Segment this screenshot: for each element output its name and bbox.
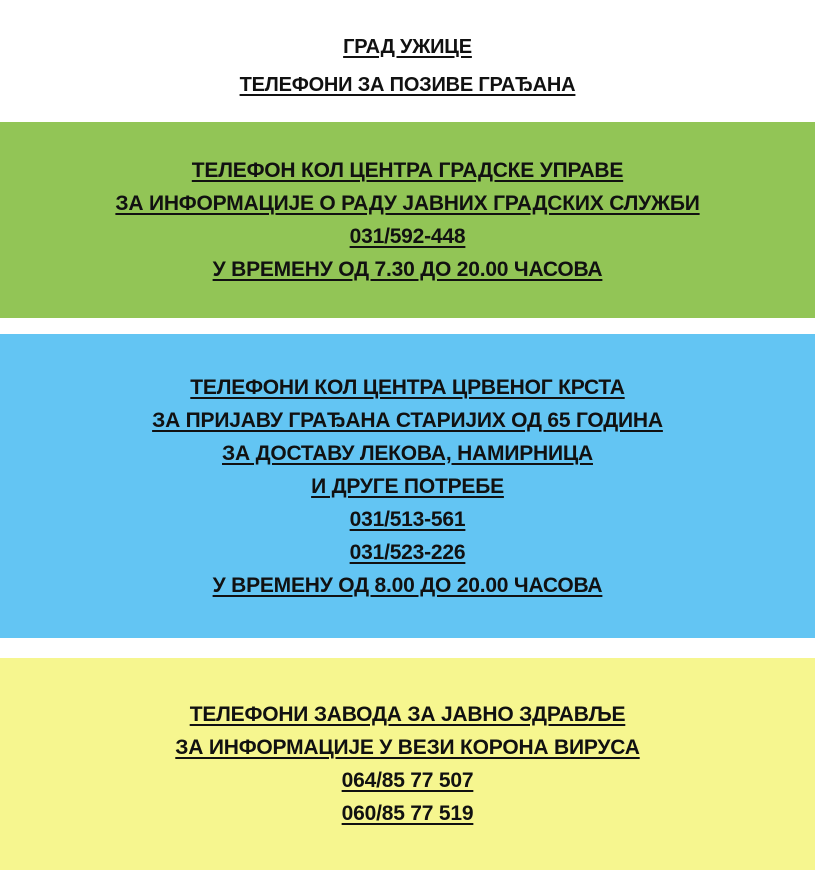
phone-number: 031/523-226 bbox=[349, 540, 466, 564]
section-description: ЗА ПРИЈАВУ ГРАЂАНА СТАРИЈИХ ОД 65 ГОДИНА bbox=[152, 408, 663, 432]
section-heading: ТЕЛЕФОНИ КОЛ ЦЕНТРА ЦРВЕНОГ КРСТА bbox=[190, 375, 625, 399]
section-description: ЗА ИНФОРМАЦИЈЕ О РАДУ ЈАВНИХ ГРАДСКИХ СЛУЖБИ bbox=[115, 192, 700, 215]
page-subtitle: ТЕЛЕФОНИ ЗА ПОЗИВЕ ГРАЂАНА bbox=[239, 74, 576, 96]
city-call-center-section bbox=[0, 122, 815, 318]
section-heading: ТЕЛЕФОН КОЛ ЦЕНТРА ГРАДСКЕ УПРАВЕ bbox=[191, 159, 624, 182]
phone-number: 031/592-448 bbox=[349, 225, 466, 248]
red-cross-call-center-section bbox=[0, 334, 815, 638]
section-description: И ДРУГЕ ПОТРЕБЕ bbox=[311, 474, 504, 498]
city-title: ГРАД УЖИЦЕ bbox=[343, 36, 472, 58]
public-health-institute-section bbox=[0, 658, 815, 870]
header bbox=[0, 26, 815, 106]
phone-number: 060/85 77 519 bbox=[341, 802, 474, 825]
section-description: ЗА ИНФОРМАЦИЈЕ У ВЕЗИ КОРОНА ВИРУСА bbox=[175, 736, 640, 759]
phone-number: 031/513-561 bbox=[349, 507, 466, 531]
phone-number: 064/85 77 507 bbox=[341, 769, 474, 792]
section-heading: ТЕЛЕФОНИ ЗАВОДА ЗА ЈАВНО ЗДРАВЉЕ bbox=[189, 703, 626, 726]
working-hours: У ВРЕМЕНУ ОД 7.30 ДО 20.00 ЧАСОВА bbox=[212, 258, 603, 281]
section-description: ЗА ДОСТАВУ ЛЕКОВА, НАМИРНИЦА bbox=[222, 441, 593, 465]
working-hours: У ВРЕМЕНУ ОД 8.00 ДО 20.00 ЧАСОВА bbox=[212, 573, 603, 597]
